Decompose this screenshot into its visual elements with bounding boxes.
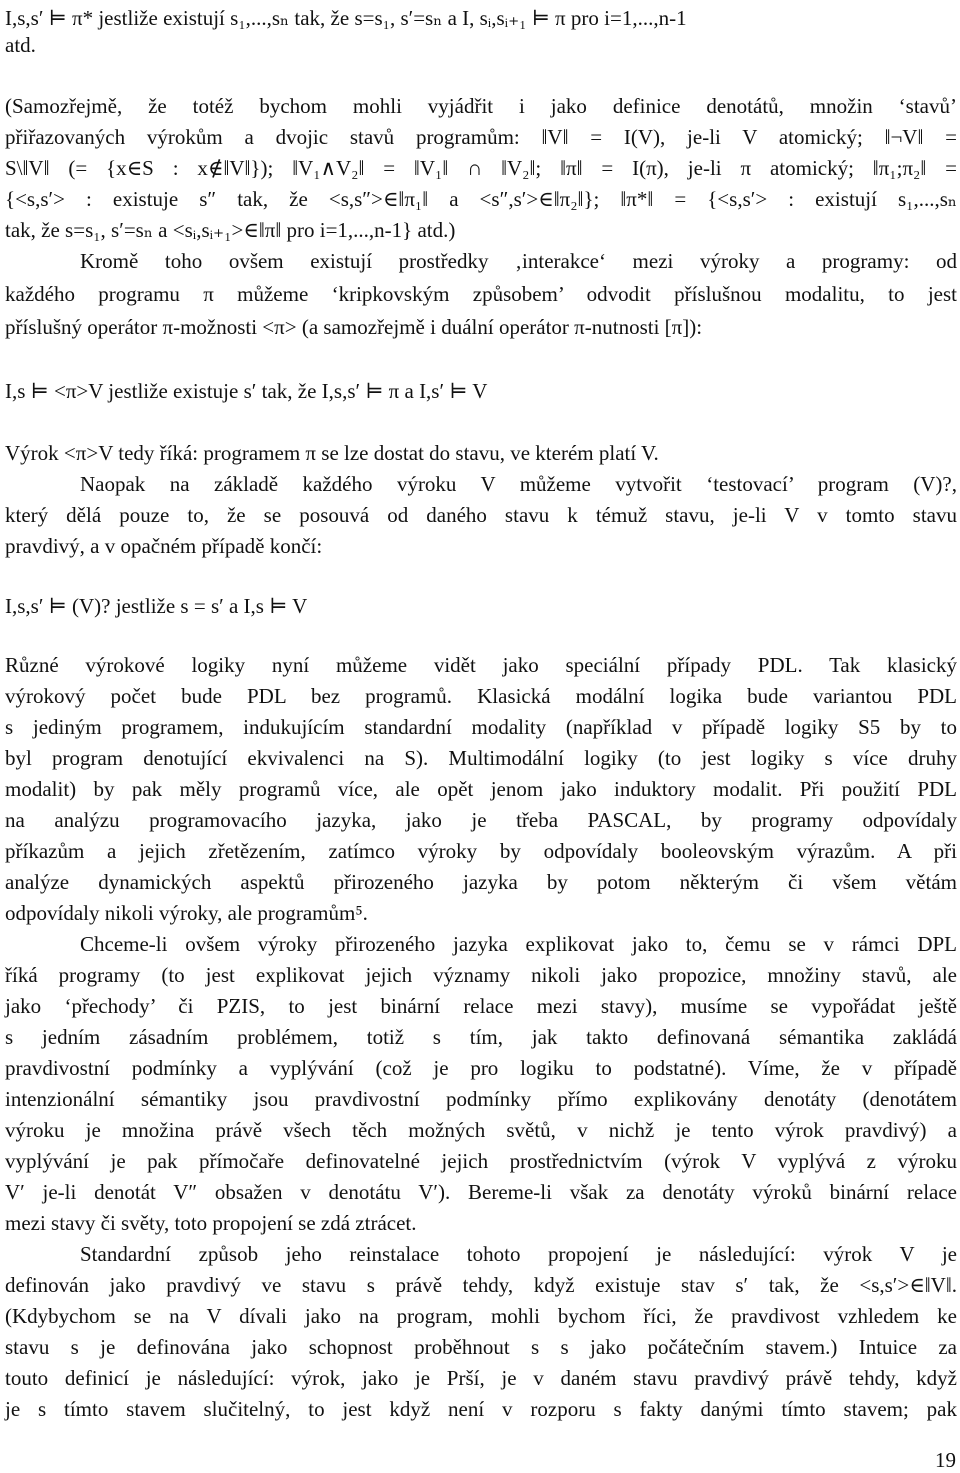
text-line: říká programy (to jest explikovat jejich významy nikoli jako propozice, množiny stavů, ale <box>5 963 957 987</box>
text-line: na analýzu programovacího jazyka, jako je třeba PASCAL, by programy odpovídaly <box>5 808 957 832</box>
text-line: I,s,s′ ⊨ π* jestliže existují s₁,...,sₙ tak, že s=s₁, s′=sₙ a I, sᵢ,sᵢ₊₁ ⊨ π pro i=1,...,n-1 <box>5 6 687 30</box>
text-line: Standardní způsob jeho reinstalace tohoto propojení je následující: výrok V je <box>80 1242 957 1266</box>
text-line: s jediným programem, indukujícím standardní modality (například v případě logiky S5 by to <box>5 715 957 739</box>
text-line: Kromě toho ovšem existují prostředky ‚interakce‘ mezi výroky a programy: od <box>80 249 957 273</box>
text-line: byl program denotující ekvivalenci na S). Multimodální logiky (to jest logiky s více druhy <box>5 746 957 770</box>
text-line: s jedním zásadním problémem, totiž s tím, jak takto definovaná sémantika zakládá <box>5 1025 957 1049</box>
text-line: pravdivý, a v opačném případě končí: <box>5 534 323 558</box>
text-line: atd. <box>5 33 36 57</box>
text-line: (Samozřejmě, že totéž bychom mohli vyjádřit i jako definice denotátů, množin ‘stavů’ <box>5 94 957 118</box>
text-line: jako ‘přechody’ či PZIS, to jest binární relace mezi stavy), musíme se vypořádat ještě <box>5 994 957 1018</box>
text-line: S\‖V‖ (= {x∈S : x∉‖V‖}); ‖V₁∧V₂‖ = ‖V₁‖ ∩ ‖V₂‖; ‖π‖ = I(π), je-li π atomický; ‖π₁;π₂‖ = <box>5 156 957 180</box>
text-line: tak, že s=s₁, s′=sₙ a <sᵢ,sᵢ₊₁>∈‖π‖ pro i=1,...,n-1} atd.) <box>5 218 456 242</box>
text-line: {<s,s′> : existuje s″ tak, že <s,s″>∈‖π₁‖ a <s″,s′>∈‖π₂‖}; ‖π*‖ = {<s,s′> : existují s₁,...,sₙ <box>5 187 957 211</box>
text-line: intenzionální sémantiky jsou pravdivostní podmínky přímo explikovány denotáty (denotátem <box>5 1087 957 1111</box>
text-line: příkazům a jejich zřetězením, zatímco výroky by odpovídaly booleovským výrazům. A při <box>5 839 957 863</box>
text-line: modalit) by pak měly programů více, ale opět jenom jako induktory modalit. Při použití PDL <box>5 777 957 801</box>
text-line: touto definicí je následující: výrok, jako je Prší, je v daném stavu pravdivý právě tehdy, když <box>5 1366 957 1390</box>
text-line: definován jako pravdivý ve stavu s právě tehdy, když existuje stav s′ tak, že <s,s′>∈‖V‖. <box>5 1273 957 1297</box>
text-line: V′ je-li denotát V″ obsažen v denotátu V′). Bereme-li však za denotáty výroků binární relace <box>5 1180 957 1204</box>
page-number: 19 <box>935 1448 956 1472</box>
text-line: mezi stavy či světy, toto propojení se zdá ztrácet. <box>5 1211 417 1235</box>
text-line: I,s ⊨ <π>V jestliže existuje s′ tak, že I,s,s′ ⊨ π a I,s′ ⊨ V <box>5 379 488 403</box>
text-line: pravdivostní podmínky a vyplývání (což je pro logiku to podstatné). Víme, že v případě <box>5 1056 957 1080</box>
text-line: vyplývání je pak přímočaře definovatelné jejich prostřednictvím (výrok V vyplývá z výroku <box>5 1149 957 1173</box>
text-line: odpovídaly nikoli výroky, ale programům⁵. <box>5 901 368 925</box>
text-line: Chceme-li ovšem výroky přirozeného jazyka explikovat jako to, čemu se v rámci DPL <box>80 932 957 956</box>
text-line: analýze dynamických aspektů přirozeného jazyka by potom některým či všem větám <box>5 870 957 894</box>
text-line: je s tímto stavem slučitelný, to jest když není v rozporu s fakty danými tímto stavem; pak <box>5 1397 957 1421</box>
text-line: každého programu π můžeme ‘kripkovským způsobem’ odvodit příslušnou modalitu, to jest <box>5 282 957 306</box>
text-line: I,s,s′ ⊨ (V)? jestliže s = s′ a I,s ⊨ V <box>5 594 308 618</box>
text-line: příslušný operátor π-možnosti <π> (a samozřejmě i duální operátor π-nutnosti [π]): <box>5 315 703 339</box>
text-line: Výrok <π>V tedy říká: programem π se lze dostat do stavu, ve kterém platí V. <box>5 441 659 465</box>
text-line: který dělá pouze to, že se posouvá od daného stavu k témuž stavu, je-li V v tomto stavu <box>5 503 957 527</box>
text-line: stavu s je definována jako schopnost proběhnout s s jako počátečním stavem.) Intuice za <box>5 1335 957 1359</box>
text-line: přiřazovaných výrokům a dvojic stavů programům: ‖V‖ = I(V), je-li V atomický; ‖¬V‖ = <box>5 125 957 149</box>
text-line: Různé výrokové logiky nyní můžeme vidět jako speciální případy PDL. Tak klasický <box>5 653 957 677</box>
text-line: Naopak na základě každého výroku V můžeme vytvořit ‘testovací’ program (V)?, <box>80 472 957 496</box>
text-line: výroku je množina právě všech těch možných světů, v nichž je tento výrok pravdivý) a <box>5 1118 957 1142</box>
text-line: (Kdybychom se na V dívali jako na program, mohli bychom říci, že pravdivost vzhledem ke <box>5 1304 957 1328</box>
text-line: výrokový počet bude PDL bez programů. Klasická modální logika bude variantou PDL <box>5 684 957 708</box>
